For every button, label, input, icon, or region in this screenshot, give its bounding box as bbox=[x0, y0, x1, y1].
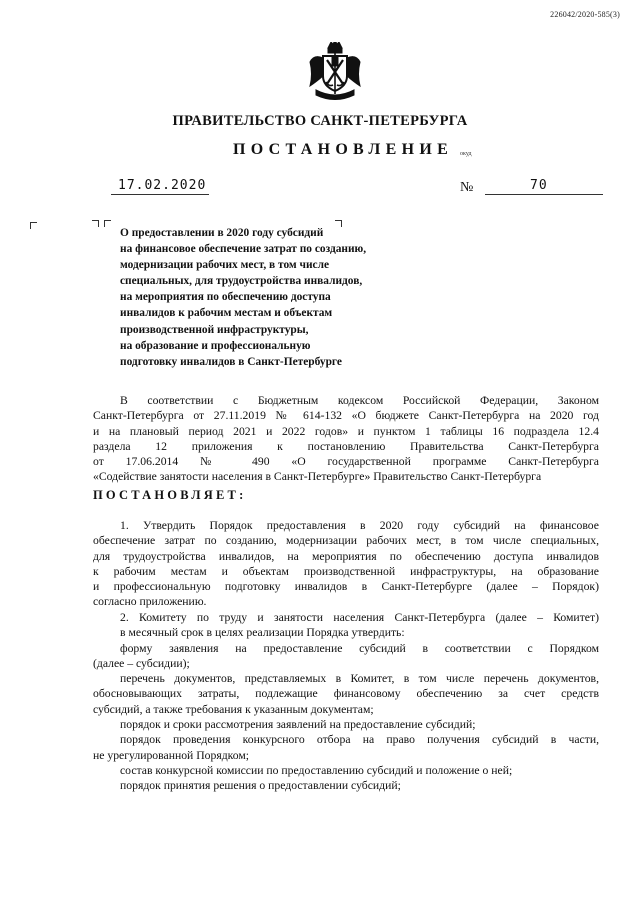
item-2-line: 2. Комитету по труду и занятости населения Санкт-Петербурга (далее – Комитет) bbox=[120, 611, 599, 624]
item-2-line: порядок принятия решения о предоставлении субсидий; bbox=[120, 779, 401, 793]
item-1-line: и профессиональную подготовку инвалидов в Санкт-Петербурге (далее – Порядок) bbox=[93, 580, 599, 594]
document-type: ПОСТАНОВЛЕНИЕ bbox=[233, 141, 454, 158]
item-2-line: форму заявления на предоставление субсидий в соответствии с Порядком bbox=[120, 641, 599, 655]
preamble-line: и на плановый период 2021 и 2022 годов» и пунктом 1 таблицы 16 подраздела 12.4 bbox=[93, 424, 599, 438]
document-number: 70 bbox=[530, 178, 548, 193]
subject-line: инвалидов к рабочим местам и объектам bbox=[120, 307, 333, 320]
subject-line: О предоставлении в 2020 году субсидий bbox=[120, 227, 324, 239]
document-code: 226042/2020-585(3) bbox=[550, 10, 620, 19]
preamble bbox=[93, 393, 599, 485]
subject-line: производственной инфраструктуры, bbox=[120, 323, 309, 336]
item-2-line: в месячный срок в целях реализации Порядка утвердить: bbox=[120, 626, 405, 640]
corner-mark bbox=[92, 220, 99, 227]
corner-mark bbox=[30, 222, 37, 229]
item-2-line: (далее – субсидии); bbox=[93, 656, 190, 670]
number-underline bbox=[485, 194, 603, 195]
preamble-line: раздела 12 приложения к постановлению Правительства Санкт-Петербурга bbox=[93, 439, 599, 453]
item-1-line: обеспечение затрат по созданию, модернизации рабочих мест, в том числе специальных, bbox=[93, 534, 599, 548]
preamble-line: В соответствии с Бюджетным кодексом Российской Федерации, Законом bbox=[120, 394, 599, 407]
preamble-line: от 17.06.2014 № 490 «О государственной программе Санкт-Петербурга bbox=[93, 455, 599, 469]
subject-line: модернизации рабочих мест, в том числе bbox=[120, 259, 330, 272]
subject-line: на образование и профессиональную bbox=[120, 339, 311, 352]
item-2-line: обосновывающих затраты, подлежащие финансовому обеспечению за счет средств bbox=[93, 687, 599, 701]
item-1-line: для трудоустройства инвалидов, на мероприятия по обеспечению доступа инвалидов bbox=[93, 549, 599, 563]
decree-word: ПОСТАНОВЛЯЕТ: bbox=[93, 488, 247, 502]
document-subject bbox=[120, 225, 420, 370]
item-2-line: перечень документов, представляемых в Комитет, в том числе перечень документов, bbox=[120, 672, 599, 686]
subject-line: на финансовое обеспечение затрат по созданию, bbox=[120, 243, 367, 256]
item-1 bbox=[93, 518, 599, 610]
preamble-line: «Содействие занятости населения в Санкт-Петербурге» Правительство Санкт-Петербурга bbox=[93, 470, 542, 484]
preamble-line: Санкт-Петербурга от 27.11.2019 № 614-132 «О бюджете Санкт-Петербурга на 2020 год bbox=[93, 409, 599, 423]
item-2-line: состав конкурсной комиссии по предоставлению субсидий и положение о ней; bbox=[120, 763, 513, 777]
item-2-line: порядок проведения конкурсного отбора на право получения субсидий в части, bbox=[120, 733, 599, 747]
document-date: 17.02.2020 bbox=[118, 178, 207, 193]
date-underline bbox=[111, 194, 209, 195]
number-label: № bbox=[460, 180, 474, 195]
subject-line: на мероприятия по обеспечению доступа bbox=[120, 291, 331, 304]
item-2-line: субсидий, а также требования к указанным документам; bbox=[93, 702, 374, 716]
item-1-line: 1. Утвердить Порядок предоставления в 2020 году субсидий на финансовое bbox=[120, 519, 599, 532]
subject-line: специальных, для трудоустройства инвалидов, bbox=[120, 275, 363, 288]
government-title: ПРАВИТЕЛЬСТВО САНКТ-ПЕТЕРБУРГА bbox=[172, 113, 468, 129]
corner-mark bbox=[104, 220, 111, 227]
item-2-line: порядок и сроки рассмотрения заявлений на предоставление субсидий; bbox=[120, 718, 476, 732]
item-1-line: согласно приложению. bbox=[93, 595, 207, 609]
item-1-line: к рабочим местам и объектам производственной инфраструктуры, на образование bbox=[93, 564, 599, 578]
okud-label: окуд bbox=[460, 151, 472, 157]
item-2 bbox=[93, 610, 599, 794]
subject-line: подготовку инвалидов в Санкт-Петербурге bbox=[120, 355, 342, 368]
coat-of-arms-icon bbox=[306, 42, 364, 100]
item-2-line: не урегулированной Порядком; bbox=[93, 748, 250, 762]
